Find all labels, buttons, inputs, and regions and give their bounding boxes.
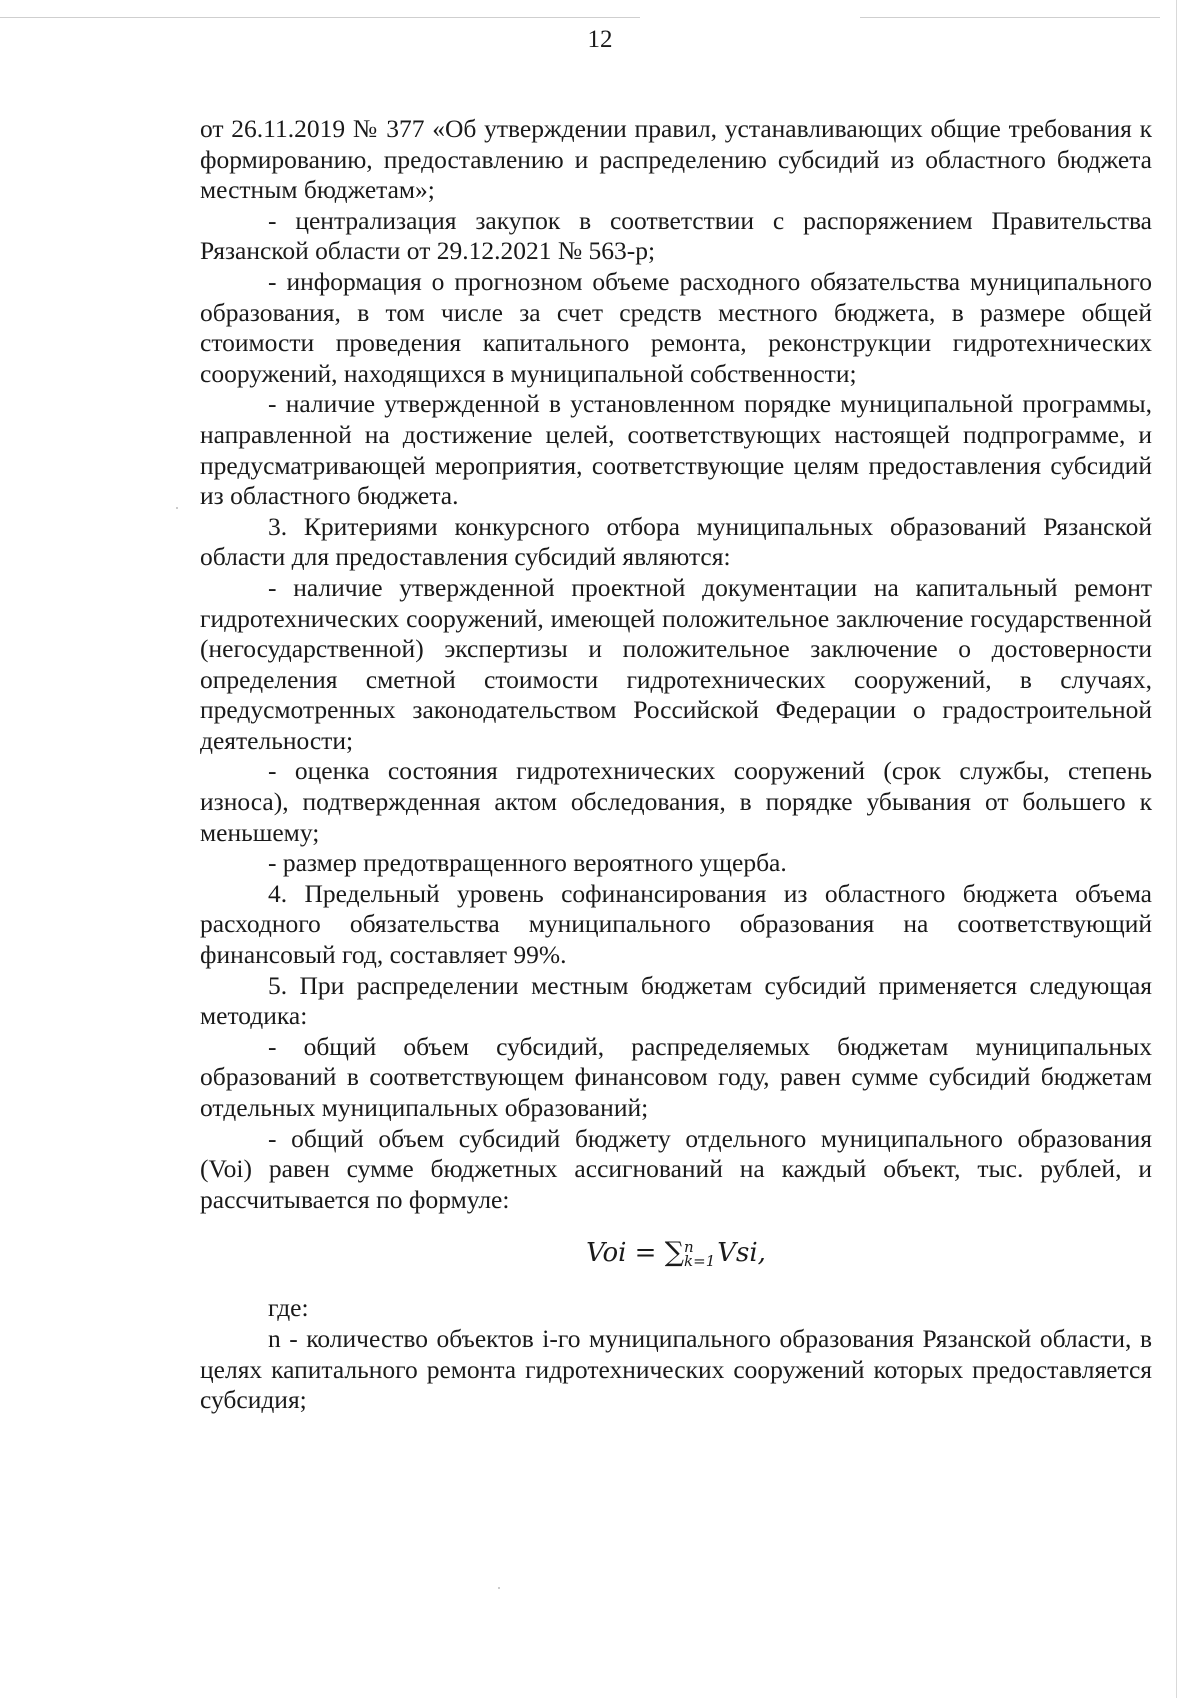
sum-limits: [684, 1238, 716, 1271]
paragraph-municipal-program: - наличие утвержденной в установленном порядке муниципальной программы, направленной на достижение целей, соответствующих настоящей подпрограмме, и предусматривающей мероприятия, соответствующие целям предоставления субсидий из областного бюджета.: [200, 389, 1152, 511]
paragraph-forecast-info: - информация о прогнозном объеме расходного обязательства муниципального образования, в том числе за счет средств местного бюджета, в размере общей стоимости проведения капитального ремонта, реконструкции гидротехнических сооружений, находящихся в муниципальной собственности;: [200, 266, 1152, 388]
scan-top-edge: [0, 17, 640, 18]
paragraph-n-definition: n - количество объектов i-го муниципального образования Рязанской области, в целях капитального ремонта гидротехнических сооружений которых предоставляется субсидия;: [200, 1323, 1152, 1415]
paragraph-project-docs: - наличие утвержденной проектной документации на капитальный ремонт гидротехнических сооружений, имеющей положительное заключение государственной (негосударственной) экспертизы и положительное заключение о достоверности определения сметной стоимости гидротехнических сооружений, в случаях, предусмотренных законодательством Российской Федерации о градостроительной деятельности;: [200, 572, 1152, 755]
paragraph-formula-intro: - общий объем субсидий бюджету отдельного муниципального образования (Voi) равен сумме бюджетных ассигнований на каждый объект, тыс. рублей, и рассчитывается по формуле:: [200, 1123, 1152, 1214]
scan-top-edge-right: [860, 17, 1160, 18]
paragraph-condition-assessment: - оценка состояния гидротехнических сооружений (срок службы, степень износа), подтвержденная актом обследования, в порядке убывания от большего к меньшему;: [200, 756, 1152, 847]
paragraph-damage-size: - размер предотвращенного вероятного ущерба.: [268, 848, 787, 878]
page-number: 12: [587, 26, 613, 53]
formula: [200, 1235, 1152, 1271]
paragraph-where: где:: [268, 1293, 309, 1323]
formula-lhs: Voi =: [586, 1238, 665, 1269]
paragraph-methodology: 5. При распределении местным бюджетам субсидий применяется следующая методика:: [200, 970, 1152, 1031]
paragraph-procurement: - централизация закупок в соответствии с распоряжением Правительства Рязанской области от 29.12.2021 № 563-р;: [200, 205, 1152, 266]
paragraph-criteria: 3. Критериями конкурсного отбора муниципальных образований Рязанской области для предоставления субсидий являются:: [200, 511, 1152, 572]
paragraph-total-volume: - общий объем субсидий, распределяемых бюджетам муниципальных образований в соответствующем финансовом году, равен сумме субсидий бюджетам отдельных муниципальных образований;: [200, 1031, 1152, 1122]
document-body: [200, 114, 1152, 1416]
sum-lower-limit: k=1: [684, 1252, 716, 1271]
paragraph-cofinancing-level: 4. Предельный уровень софинансирования из областного бюджета объема расходного обязательства муниципального образования на соответствующий финансовый год, составляет 99%.: [200, 878, 1152, 970]
scan-speck: [176, 507, 178, 509]
scan-right-edge: [1176, 0, 1177, 1698]
formula-term: Vsi,: [717, 1238, 766, 1269]
scan-speck: [498, 1587, 500, 1589]
sum-sign: ∑: [664, 1237, 685, 1269]
paragraph-continuation: от 26.11.2019 № 377 «Об утверждении правил, устанавливающих общие требования к формированию, предоставлению и распределению субсидий из областного бюджета местным бюджетам»;: [200, 114, 1152, 205]
sum-upper-limit: n: [684, 1238, 694, 1257]
